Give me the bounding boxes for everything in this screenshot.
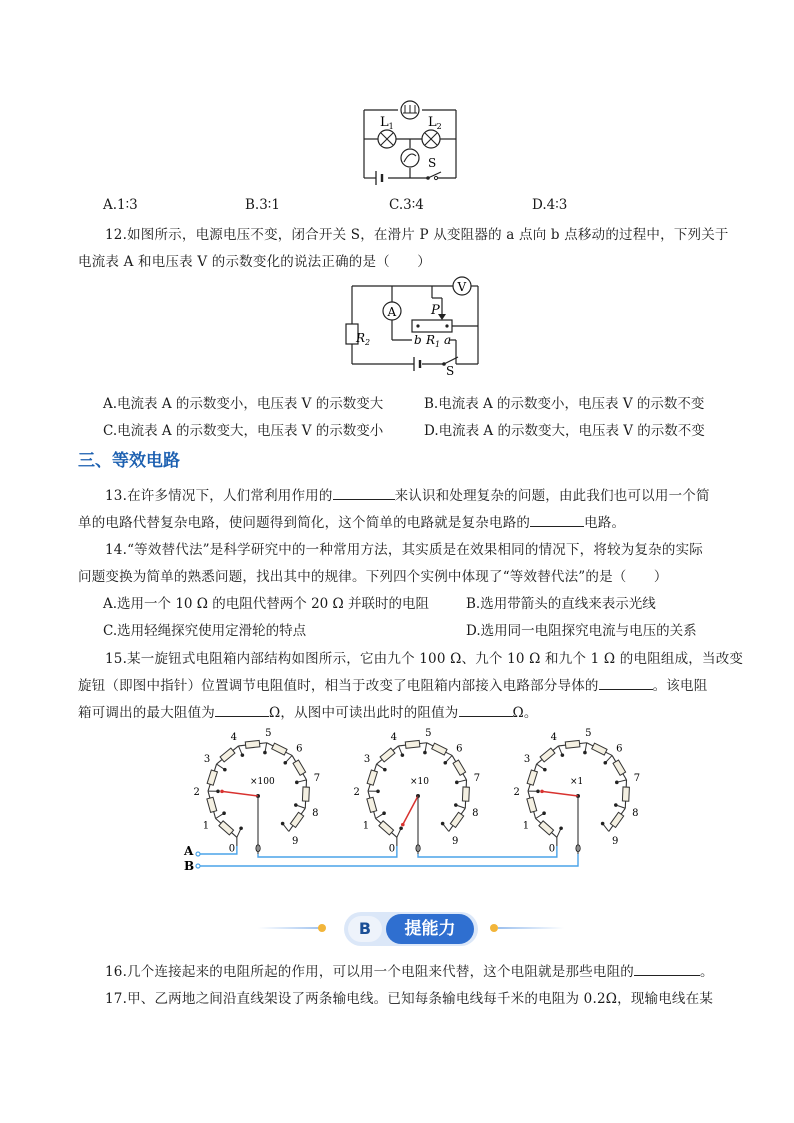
contact-point [239, 826, 243, 830]
q13-blank-2[interactable] [530, 525, 584, 527]
resistor-icon [367, 770, 377, 785]
contact-point [615, 781, 619, 785]
wire-b [196, 854, 578, 866]
q15-line1: 15.某一旋钮式电阻箱内部结构如图所示，它由九个 100 Ω、九个 10 Ω 和九个 1 Ω 的电阻组成，当改变 [105, 651, 744, 667]
dial-number: 9 [292, 836, 299, 848]
q14-option-d[interactable]: D.选用同一电阻探究电流与电压的关系 [466, 623, 697, 639]
q12-option-d[interactable]: D.电流表 A 的示数变大，电压表 V 的示数不变 [424, 423, 705, 439]
dial-number: 8 [632, 807, 639, 819]
resistor-icon [219, 821, 234, 835]
contact-point [423, 751, 427, 755]
contact-point [281, 822, 285, 826]
resistor-icon [380, 748, 395, 762]
contact-point [382, 811, 386, 815]
q14-line1: 14.“等效替代法”是科学研究中的一种常用方法，其实质是在效果相同的情况下，将较为复杂的实际 [105, 542, 703, 558]
dial-number: 2 [513, 786, 520, 798]
contact-point [283, 761, 287, 765]
contact-point [399, 826, 403, 830]
label-s: S [446, 364, 455, 376]
resistor-icon [592, 743, 607, 755]
dial-number: 9 [612, 836, 619, 848]
badge-dot-left [318, 924, 326, 932]
dial-number: 5 [585, 727, 592, 739]
resistor-icon [302, 787, 309, 801]
dial-number: 1 [522, 820, 530, 832]
resistor-icon [245, 740, 260, 748]
q11-option-a[interactable]: A.1∶3 [103, 197, 138, 213]
dial-number: 9 [452, 836, 459, 848]
contact-point [542, 811, 546, 815]
resistor-icon [290, 812, 303, 827]
dial-pointer [542, 791, 578, 796]
badge-dot-right [490, 924, 498, 932]
label-s: S [428, 156, 437, 170]
contact-point [454, 803, 458, 807]
q14-line2: 问题变换为简单的熟悉问题，找出其中的规律。下列四个实例中体现了“等效替代法”的是（ ） [78, 569, 668, 585]
q12-option-b[interactable]: B.电流表 A 的示数变小，电压表 V 的示数不变 [424, 396, 705, 412]
terminal-b-label: B [184, 859, 195, 873]
section-heading: 三、等效电路 [78, 451, 180, 471]
resistor-icon [527, 770, 537, 785]
contact-point [443, 761, 447, 765]
label-p: P [431, 303, 440, 318]
label-a: a [444, 333, 452, 347]
resistor-icon [565, 740, 580, 748]
contact-point [561, 753, 565, 757]
resistor-icon [540, 748, 555, 762]
resistor-icon [450, 812, 463, 827]
wire-link-2 [418, 846, 557, 857]
dial-multiplier: ×1 [570, 777, 584, 787]
dial-number: 8 [312, 807, 319, 819]
dial-number: 6 [456, 743, 463, 755]
dial-multiplier: ×100 [250, 777, 275, 787]
q15-blank-2[interactable] [215, 715, 269, 717]
q16-blank[interactable] [634, 974, 700, 976]
badge-text: 提能力 [386, 914, 474, 944]
resistor-icon [367, 797, 377, 812]
q15-blank-3[interactable] [459, 715, 513, 717]
resistor-icon [610, 812, 623, 827]
dial-number: 0 [414, 844, 422, 855]
q12-stem-line2: 电流表 A 和电压表 V 的示数变化的说法正确的是（ ） [78, 254, 431, 270]
dial-number: 8 [472, 807, 479, 819]
dial-number: 7 [473, 773, 481, 785]
q17-line1: 17.甲、乙两地之间沿直线架设了两条输电线。已知每条输电线每千米的电阻为 0.2Ω，现输电线在某 [105, 991, 714, 1007]
switch-s-icon [426, 172, 441, 180]
svg-text:A: A [387, 305, 397, 319]
badge-line-right [498, 927, 564, 929]
contact-point [559, 826, 563, 830]
dial-pointer-tip [540, 790, 544, 794]
contact-point [241, 753, 245, 757]
battery-icon [376, 171, 382, 185]
q11-option-b[interactable]: B.3∶1 [245, 197, 280, 213]
middle-meter-icon [401, 149, 419, 167]
q15-line2: 旋钮（即图中指针）位置调节电阻值时，相当于改变了电阻箱内部接入电路部分导体的 。该电阻 [78, 678, 708, 694]
badge-letter: B [348, 916, 382, 942]
badge-line-left [258, 927, 324, 929]
terminal-a-icon [196, 852, 200, 856]
dial-number: 7 [633, 773, 641, 785]
resistor-icon [613, 760, 626, 775]
contact-point [583, 751, 587, 755]
resistor-icon [220, 748, 235, 762]
label-r1: $R_1$ [426, 333, 441, 349]
resistor-icon [432, 743, 447, 755]
contact-point [294, 803, 298, 807]
dial-number: 6 [296, 743, 303, 755]
dial-number: 1 [202, 820, 210, 832]
dial-number: 3 [203, 753, 211, 765]
label-l2: $L_2$ [428, 115, 442, 131]
contact-point [376, 790, 380, 794]
contact-point [295, 781, 299, 785]
resistor-icon [379, 821, 394, 835]
svg-text:V: V [457, 280, 467, 294]
q12-circuit-diagram [344, 272, 488, 376]
dial-number: 5 [425, 727, 432, 739]
contact-point [441, 822, 445, 826]
terminal-b-icon [196, 864, 200, 868]
dial-number: 0 [574, 844, 582, 855]
wire-link-1 [258, 846, 397, 857]
q11-circuit-diagram [348, 94, 464, 186]
q16-line: 16.几个连接起来的电阻所起的作用，可以用一个电阻来代替，这个电阻就是那些电阻的 。 [105, 964, 714, 980]
q15-blank-1[interactable] [599, 688, 653, 690]
rheostat-r1-icon [412, 320, 452, 332]
resistor-icon [539, 821, 554, 835]
dial-pointer-tip [401, 823, 405, 827]
dial-number: 4 [390, 731, 398, 743]
dial-number: 2 [353, 786, 360, 798]
contact-point [603, 761, 607, 765]
q15-line3: 箱可调出的最大阻值为 Ω，从图中可读出此时的阻值为 Ω。 [78, 705, 538, 721]
q13-line2: 单的电路代替复杂电路，使问题得到简化，这个简单的电路就是复杂电路的 电路。 [78, 515, 626, 531]
contact-point [614, 803, 618, 807]
contact-point [601, 822, 605, 826]
ability-badge [344, 912, 478, 946]
dial-number: 6 [616, 743, 623, 755]
q11-option-c[interactable]: C.3∶4 [389, 197, 424, 213]
dial-number: 7 [313, 773, 321, 785]
resistor-icon [272, 743, 287, 755]
dial-number: 0 [388, 843, 396, 855]
dial-number: 3 [523, 753, 531, 765]
resistor-icon [207, 797, 217, 812]
contact-point [536, 790, 540, 794]
contact-point [216, 790, 220, 794]
resistor-icon [453, 760, 466, 775]
resistor-icon [207, 770, 217, 785]
contact-point [383, 768, 387, 772]
contact-point [223, 768, 227, 772]
dial-pointer-tip [220, 790, 224, 794]
dial-multiplier: ×10 [410, 777, 429, 787]
resistor-icon [527, 797, 537, 812]
contact-point [263, 751, 267, 755]
q14-option-a[interactable]: A.选用一个 10 Ω 的电阻代替两个 20 Ω 并联时的电阻 [103, 596, 430, 612]
dial-number: 0 [228, 843, 236, 855]
q11-option-d[interactable]: D.4∶3 [532, 197, 568, 213]
lamp-l2-icon [422, 130, 440, 148]
contact-point [455, 781, 459, 785]
resistor-icon [462, 787, 469, 801]
dial-number: 5 [265, 727, 272, 739]
resistor-icon [622, 787, 629, 801]
dial-number: 3 [363, 753, 371, 765]
lamp-l1-icon [378, 130, 396, 148]
q14-option-b[interactable]: B.选用带箭头的直线来表示光线 [466, 596, 656, 612]
label-b: b [414, 333, 422, 347]
dial-number: 0 [548, 843, 556, 855]
terminal-a-label: A [184, 844, 194, 858]
dial-pointer [222, 791, 258, 796]
dial-number: 4 [550, 731, 558, 743]
label-r2: $R_2$ [356, 331, 371, 347]
q12-option-a[interactable]: A.电流表 A 的示数变小，电压表 V 的示数变大 [103, 396, 384, 412]
resistor-icon [405, 740, 420, 748]
label-l1: $L_1$ [380, 115, 394, 131]
q12-option-c[interactable]: C.电流表 A 的示数变大，电压表 V 的示数变小 [103, 423, 384, 439]
contact-point [222, 811, 226, 815]
contact-point [401, 753, 405, 757]
q13-line1: 13.在许多情况下，人们常利用作用的 来认识和处理复杂的问题，由此我们也可以用一个简 [105, 488, 710, 504]
ammeter-a-icon [383, 302, 401, 320]
top-meter-icon [401, 101, 419, 119]
dial-number: 1 [362, 820, 370, 832]
resistor-icon [293, 760, 306, 775]
battery-icon [414, 357, 420, 371]
resistance-box-diagram [178, 724, 642, 874]
dial-number: 0 [254, 844, 262, 855]
q14-option-c[interactable]: C.选用轻绳探究使用定滑轮的特点 [103, 623, 307, 639]
voltmeter-v-icon [453, 277, 471, 295]
q13-blank-1[interactable] [333, 498, 395, 500]
contact-point [543, 768, 547, 772]
dial-number: 4 [230, 731, 238, 743]
q12-stem-line1: 12.如图所示，电源电压不变，闭合开关 S，在滑片 P 从变阻器的 a 点向 b 点移动的过程中，下列关于 [105, 227, 729, 243]
dial-pointer [403, 796, 418, 825]
dial-number: 2 [193, 786, 200, 798]
